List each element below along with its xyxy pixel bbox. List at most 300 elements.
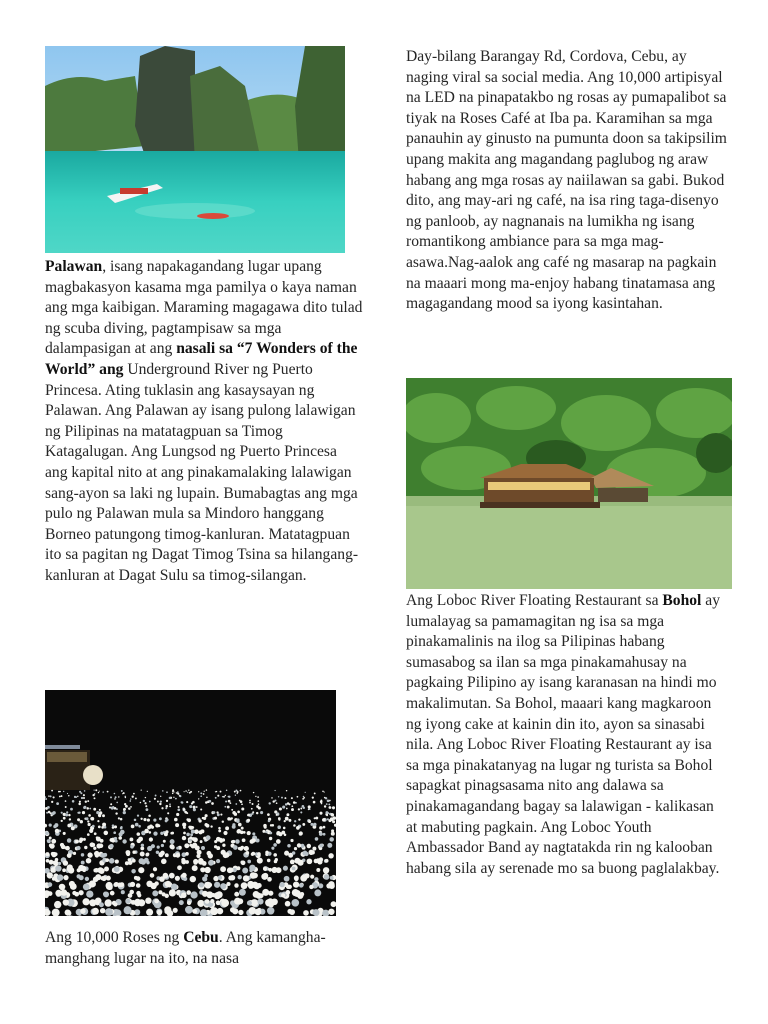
led-rose bbox=[93, 808, 96, 811]
led-rose bbox=[83, 838, 86, 841]
led-rose bbox=[293, 824, 296, 827]
led-rose bbox=[110, 796, 112, 798]
led-rose bbox=[288, 803, 290, 805]
led-rose bbox=[196, 806, 198, 808]
led-rose bbox=[109, 858, 115, 864]
led-rose bbox=[55, 858, 59, 862]
led-rose bbox=[158, 852, 163, 857]
cebu-continuation: Day-bilang Barangay Rd, Cordova, Cebu, ay naging viral sa social media. Ang 10,000 artipisyal na LED na pinapatakbo ng rosas ay pumapalibot sa tiyak na Roses Café at Iba pa. Karamihan sa mga panauhin ay ginusto na pumunta doon sa takipsilim upang makita ang magandang paglubog ng araw habang ang mga rosas ay naiilawan sa gabi. Bukod dito, ang may-ari ng café, na isa ring taga-disenyo ng panloob, ay nagnanais na lumikha ng isang romantikong ambiance para sa mga mag-asawa.Nag-aalok ang café ng masarap na pagkain na maaari mong ma-enjoy habang tinatamasa ang magagandang mood sa iyong kasintahan. bbox=[406, 48, 727, 313]
led-rose bbox=[205, 801, 208, 804]
led-rose bbox=[129, 890, 134, 895]
led-rose bbox=[45, 798, 47, 800]
led-rose bbox=[185, 906, 193, 914]
led-rose bbox=[125, 861, 129, 865]
led-rose bbox=[140, 802, 142, 804]
led-rose bbox=[236, 819, 240, 823]
led-rose bbox=[153, 867, 157, 871]
led-rose bbox=[99, 902, 104, 907]
led-rose bbox=[237, 793, 238, 794]
led-rose bbox=[134, 876, 138, 880]
led-rose bbox=[155, 795, 157, 797]
led-rose bbox=[285, 817, 289, 821]
led-rose bbox=[183, 832, 186, 835]
led-rose bbox=[100, 908, 105, 913]
led-rose bbox=[159, 803, 161, 805]
led-rose bbox=[249, 802, 251, 804]
led-rose bbox=[228, 796, 230, 798]
led-rose bbox=[84, 846, 87, 849]
led-rose bbox=[187, 818, 191, 822]
led-rose bbox=[171, 884, 178, 891]
led-rose bbox=[276, 802, 278, 804]
led-rose bbox=[147, 819, 150, 822]
led-rose bbox=[269, 832, 272, 835]
led-rose bbox=[52, 877, 56, 881]
led-rose bbox=[215, 797, 217, 799]
bohol-text-1: Ang Loboc River Floating Restaurant sa bbox=[406, 592, 663, 609]
led-rose bbox=[278, 796, 279, 797]
led-rose bbox=[252, 803, 254, 805]
led-rose bbox=[49, 837, 52, 840]
led-rose bbox=[313, 823, 317, 827]
led-rose bbox=[326, 814, 328, 816]
led-rose bbox=[51, 839, 56, 844]
led-rose bbox=[61, 820, 63, 822]
led-rose bbox=[83, 794, 85, 796]
led-rose bbox=[154, 798, 156, 800]
led-rose bbox=[159, 876, 165, 882]
led-rose bbox=[220, 814, 222, 816]
led-rose bbox=[268, 868, 272, 872]
cebu-roses-photo bbox=[45, 690, 336, 916]
led-rose bbox=[215, 791, 216, 792]
led-rose bbox=[83, 884, 90, 891]
led-rose bbox=[195, 846, 200, 851]
led-rose bbox=[49, 860, 54, 865]
led-rose bbox=[157, 846, 160, 849]
led-rose bbox=[206, 789, 207, 790]
led-rose bbox=[169, 797, 171, 799]
led-rose bbox=[228, 868, 233, 873]
led-rose bbox=[190, 833, 193, 836]
led-rose bbox=[298, 808, 300, 810]
led-rose bbox=[89, 880, 96, 887]
led-rose bbox=[51, 790, 53, 792]
led-rose bbox=[273, 843, 277, 847]
led-rose bbox=[328, 803, 330, 805]
led-rose bbox=[131, 900, 136, 905]
led-rose bbox=[227, 817, 231, 821]
led-rose bbox=[181, 801, 183, 803]
led-rose bbox=[291, 797, 293, 799]
led-rose bbox=[130, 798, 131, 799]
led-rose bbox=[234, 883, 238, 887]
led-rose bbox=[303, 910, 309, 916]
led-rose bbox=[148, 815, 151, 818]
led-rose bbox=[172, 789, 174, 791]
led-rose bbox=[186, 833, 190, 837]
led-rose bbox=[169, 805, 171, 807]
led-rose bbox=[84, 790, 86, 792]
led-rose bbox=[48, 882, 53, 887]
led-rose bbox=[74, 796, 76, 798]
led-rose bbox=[228, 800, 231, 803]
led-rose bbox=[305, 792, 306, 793]
led-rose bbox=[175, 823, 179, 827]
led-rose bbox=[226, 790, 228, 792]
led-rose bbox=[232, 823, 235, 826]
led-rose bbox=[81, 853, 84, 856]
led-rose bbox=[293, 801, 296, 804]
led-rose bbox=[177, 791, 179, 793]
led-rose bbox=[257, 898, 263, 904]
led-rose bbox=[68, 814, 70, 816]
led-rose bbox=[222, 820, 224, 822]
led-rose bbox=[312, 797, 314, 799]
led-rose bbox=[284, 876, 290, 882]
led-rose bbox=[192, 831, 195, 834]
led-rose bbox=[328, 909, 334, 915]
led-rose bbox=[307, 844, 311, 848]
led-rose bbox=[89, 829, 93, 833]
led-rose bbox=[98, 826, 101, 829]
led-rose bbox=[95, 789, 97, 791]
led-rose bbox=[205, 814, 208, 817]
palawan-seven-wonders: nasali sa “7 Wonders of the World” ang bbox=[45, 340, 358, 378]
led-rose bbox=[76, 846, 80, 850]
led-rose bbox=[130, 882, 135, 887]
led-rose bbox=[234, 791, 236, 793]
led-rose bbox=[292, 851, 296, 855]
led-rose bbox=[199, 882, 204, 887]
led-rose bbox=[175, 876, 180, 881]
led-rose bbox=[177, 793, 179, 795]
led-rose bbox=[169, 803, 171, 805]
led-rose bbox=[114, 798, 116, 800]
led-rose bbox=[222, 844, 225, 847]
led-rose bbox=[146, 881, 152, 887]
led-rose bbox=[330, 807, 332, 809]
led-rose bbox=[249, 865, 255, 871]
led-rose bbox=[118, 796, 119, 797]
led-rose bbox=[220, 866, 226, 872]
led-rose bbox=[129, 837, 133, 841]
led-rose bbox=[165, 807, 167, 809]
led-rose bbox=[288, 819, 291, 822]
led-rose bbox=[257, 796, 259, 798]
led-rose bbox=[55, 865, 61, 871]
led-rose bbox=[126, 899, 131, 904]
led-rose bbox=[214, 845, 217, 848]
led-rose bbox=[297, 843, 301, 847]
led-rose bbox=[100, 853, 105, 858]
led-rose bbox=[236, 790, 238, 792]
led-rose bbox=[197, 900, 204, 907]
led-rose bbox=[149, 837, 153, 841]
led-rose bbox=[300, 892, 304, 896]
led-rose bbox=[279, 807, 282, 810]
led-rose bbox=[91, 817, 95, 821]
led-rose bbox=[209, 800, 212, 803]
led-rose bbox=[286, 813, 289, 816]
led-rose bbox=[92, 794, 94, 796]
led-rose bbox=[325, 859, 329, 863]
led-rose bbox=[46, 812, 48, 814]
led-rose bbox=[144, 829, 149, 834]
led-rose bbox=[63, 817, 66, 820]
led-rose bbox=[167, 812, 169, 814]
led-rose bbox=[107, 791, 109, 793]
led-rose bbox=[333, 816, 336, 820]
led-rose bbox=[59, 796, 61, 798]
led-rose bbox=[122, 793, 123, 794]
led-rose bbox=[87, 833, 90, 836]
led-rose bbox=[287, 909, 292, 914]
led-rose bbox=[294, 847, 297, 850]
led-rose bbox=[216, 891, 223, 898]
led-rose bbox=[332, 820, 335, 823]
led-rose bbox=[78, 890, 83, 895]
led-rose bbox=[135, 823, 139, 827]
led-rose bbox=[247, 831, 251, 835]
led-rose bbox=[86, 890, 93, 897]
led-rose bbox=[227, 806, 230, 809]
led-rose bbox=[115, 812, 117, 814]
led-rose bbox=[160, 800, 162, 802]
led-rose bbox=[79, 840, 82, 843]
led-rose bbox=[92, 825, 95, 828]
led-rose bbox=[322, 818, 326, 822]
led-rose bbox=[318, 883, 323, 888]
led-rose bbox=[324, 792, 325, 793]
led-rose bbox=[263, 873, 269, 879]
led-rose bbox=[286, 790, 287, 791]
led-rose bbox=[126, 852, 130, 856]
led-rose bbox=[87, 820, 89, 822]
led-rose bbox=[182, 873, 187, 878]
led-rose bbox=[314, 889, 321, 896]
led-rose bbox=[48, 795, 49, 796]
led-rose bbox=[218, 827, 221, 830]
led-rose bbox=[233, 845, 238, 850]
led-rose bbox=[116, 802, 118, 804]
led-rose bbox=[241, 827, 244, 830]
led-rose bbox=[140, 818, 142, 820]
led-rose bbox=[104, 867, 109, 872]
led-rose bbox=[242, 838, 246, 842]
led-rose bbox=[94, 832, 97, 835]
led-rose bbox=[184, 843, 189, 848]
led-rose bbox=[269, 802, 271, 804]
led-rose bbox=[141, 844, 144, 847]
led-rose bbox=[245, 851, 249, 855]
led-rose bbox=[67, 824, 71, 828]
led-rose bbox=[271, 847, 274, 850]
led-rose bbox=[200, 808, 202, 810]
palawan-lagoon-photo bbox=[45, 46, 345, 253]
led-rose bbox=[225, 826, 229, 830]
led-rose bbox=[118, 836, 122, 840]
led-rose bbox=[281, 893, 285, 897]
led-rose bbox=[86, 807, 89, 810]
led-rose bbox=[290, 839, 293, 842]
led-rose bbox=[130, 806, 132, 808]
led-rose bbox=[119, 832, 123, 836]
led-rose bbox=[192, 801, 195, 804]
led-rose bbox=[285, 901, 291, 907]
led-rose bbox=[236, 829, 240, 833]
led-rose bbox=[319, 812, 322, 815]
led-rose bbox=[204, 791, 205, 792]
led-rose bbox=[68, 867, 74, 873]
led-rose bbox=[181, 859, 186, 864]
led-rose bbox=[47, 872, 53, 878]
cebu-paragraph bbox=[45, 928, 363, 969]
led-rose bbox=[145, 853, 149, 857]
led-rose bbox=[198, 791, 199, 792]
led-rose bbox=[190, 791, 192, 793]
led-rose bbox=[103, 892, 107, 896]
led-rose bbox=[247, 860, 251, 864]
led-rose bbox=[184, 791, 185, 792]
led-rose bbox=[165, 830, 168, 833]
led-rose bbox=[129, 800, 131, 802]
led-rose bbox=[210, 899, 214, 903]
led-rose bbox=[179, 900, 184, 905]
led-rose bbox=[70, 883, 77, 890]
led-rose bbox=[75, 839, 79, 843]
led-rose bbox=[294, 877, 298, 881]
led-rose bbox=[95, 874, 101, 880]
led-rose bbox=[197, 850, 202, 855]
led-rose bbox=[72, 800, 75, 803]
led-rose bbox=[145, 805, 147, 807]
led-rose bbox=[223, 796, 225, 798]
led-rose bbox=[183, 808, 186, 811]
led-rose bbox=[276, 867, 282, 873]
led-rose bbox=[283, 827, 286, 830]
led-rose bbox=[53, 860, 58, 865]
led-rose bbox=[202, 817, 204, 819]
led-rose bbox=[217, 813, 220, 816]
led-rose bbox=[234, 892, 239, 897]
led-rose bbox=[279, 882, 284, 887]
led-rose bbox=[319, 826, 323, 830]
led-rose bbox=[77, 868, 81, 872]
led-rose bbox=[292, 867, 296, 871]
led-rose bbox=[175, 798, 177, 800]
led-rose bbox=[152, 890, 158, 896]
led-rose bbox=[170, 891, 174, 895]
led-rose bbox=[267, 859, 271, 863]
led-rose bbox=[208, 860, 214, 866]
led-rose bbox=[190, 891, 197, 898]
led-rose bbox=[118, 817, 120, 819]
led-rose bbox=[194, 829, 199, 834]
led-rose bbox=[114, 882, 119, 887]
led-rose bbox=[300, 811, 302, 813]
led-rose bbox=[63, 899, 69, 905]
led-rose bbox=[86, 858, 92, 864]
led-rose bbox=[315, 837, 319, 841]
led-rose bbox=[137, 832, 141, 836]
led-rose bbox=[61, 845, 66, 850]
led-rose bbox=[276, 814, 278, 816]
led-rose bbox=[153, 819, 156, 822]
led-rose bbox=[134, 819, 137, 822]
led-rose bbox=[137, 893, 141, 897]
led-rose bbox=[285, 890, 290, 895]
led-rose bbox=[238, 910, 243, 915]
led-rose bbox=[297, 796, 299, 798]
led-rose bbox=[284, 797, 286, 799]
palawan-text-2: Underground River ng Puerto Princesa. Ating tuklasin ang kasaysayan ng Palawan. Ang Palawan ay isang pulong lalawigan ng Pilipinas na matatagpuan sa Timog Katagalugan. Ang Lungsod ng Puerto Princesa ang kapital nito at ang pinakamalaking lalawigan sang-ayon sa laki ng lupain. Bumabagtas ang mga pulo ng Palawan mula sa Mindoro hanggang Borneo patungong timog-kanluran. Matatagpuan ito sa pagitan ng Dagat Timog Tsina sa hilangang-kanluran at Dagat Sulu sa timog-silangan. bbox=[45, 360, 359, 584]
led-rose bbox=[247, 814, 249, 816]
led-rose bbox=[201, 846, 205, 850]
led-rose bbox=[161, 807, 163, 809]
led-rose bbox=[182, 836, 186, 840]
led-rose bbox=[93, 847, 96, 850]
led-rose bbox=[78, 803, 81, 806]
led-rose bbox=[174, 818, 178, 822]
led-rose bbox=[256, 812, 258, 814]
led-rose bbox=[329, 883, 335, 889]
led-rose bbox=[55, 829, 59, 833]
led-rose bbox=[268, 820, 271, 823]
led-rose bbox=[252, 838, 256, 842]
led-rose bbox=[61, 795, 63, 797]
led-rose bbox=[183, 826, 186, 829]
led-rose bbox=[265, 851, 269, 855]
led-rose bbox=[160, 796, 161, 797]
led-rose bbox=[166, 791, 168, 793]
led-rose bbox=[131, 869, 136, 874]
led-rose bbox=[231, 840, 234, 843]
led-rose bbox=[292, 889, 299, 896]
led-rose bbox=[57, 874, 63, 880]
led-rose bbox=[114, 825, 117, 828]
led-rose bbox=[255, 909, 262, 916]
led-rose bbox=[218, 875, 222, 879]
led-rose bbox=[252, 832, 255, 835]
led-rose bbox=[49, 843, 54, 848]
led-rose bbox=[48, 811, 51, 814]
led-rose bbox=[128, 858, 131, 861]
led-rose bbox=[316, 868, 320, 872]
bohol-name: Bohol bbox=[662, 592, 702, 609]
led-rose bbox=[59, 884, 65, 890]
led-rose bbox=[244, 846, 249, 851]
led-rose bbox=[101, 876, 106, 881]
led-rose bbox=[123, 808, 126, 811]
led-rose bbox=[234, 812, 237, 815]
led-rose bbox=[63, 832, 66, 835]
led-rose bbox=[319, 832, 323, 836]
led-rose bbox=[173, 908, 178, 913]
led-rose bbox=[255, 796, 256, 797]
led-rose bbox=[77, 812, 79, 814]
led-rose bbox=[258, 803, 260, 805]
led-rose bbox=[171, 832, 174, 835]
led-rose bbox=[331, 832, 335, 836]
led-rose bbox=[193, 859, 198, 864]
led-rose bbox=[141, 790, 142, 791]
led-rose bbox=[123, 811, 126, 814]
led-rose bbox=[56, 802, 59, 805]
led-rose bbox=[146, 808, 149, 811]
led-rose bbox=[257, 800, 259, 802]
led-rose bbox=[121, 790, 123, 792]
